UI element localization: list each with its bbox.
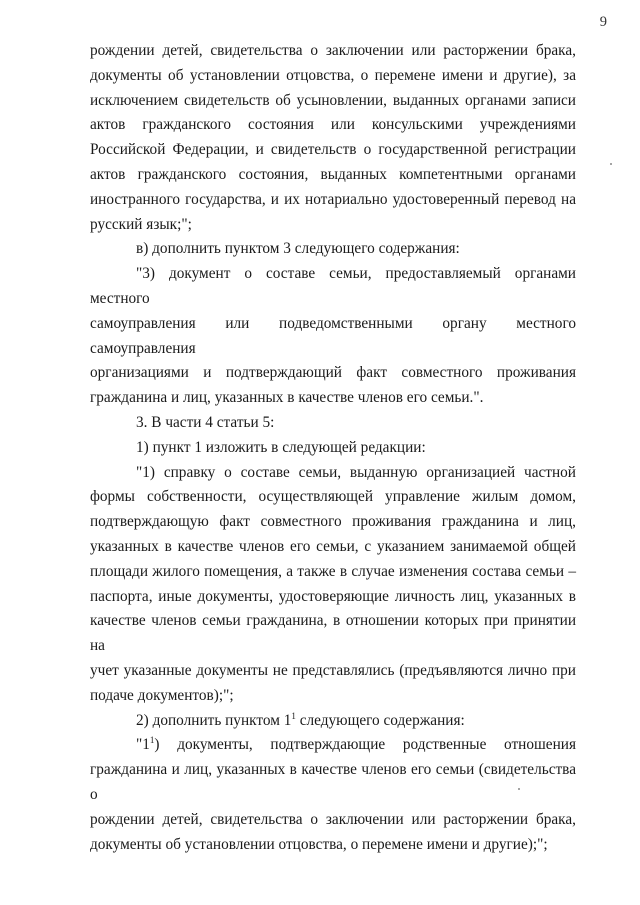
text-line: подаче документов);"; bbox=[90, 686, 234, 704]
text-line: 3. В части 4 статьи 5: bbox=[136, 413, 275, 431]
text-line: учет указанные документы не представлялись (предъявляются лично при bbox=[90, 661, 576, 679]
paragraph-continuation bbox=[90, 39, 576, 237]
text-line: рождении детей, свидетельства о заключении или расторжении брака, bbox=[90, 42, 576, 59]
text-line: документы об установлении отцовства, о перемене имени и другие);"; bbox=[90, 835, 548, 853]
paragraph-quote-3 bbox=[90, 262, 576, 411]
text-line: площади жилого помещения, а также в случае изменения состава семьи – bbox=[90, 562, 576, 580]
text-line: актов гражданского состояния, выданных компетентными органами bbox=[90, 165, 576, 183]
scan-speck bbox=[610, 163, 612, 165]
text-fragment: 2) дополнить пунктом 1 bbox=[136, 711, 292, 729]
text-line: качестве членов семьи гражданина, в отношении которых при принятии на bbox=[90, 612, 576, 655]
text-fragment: ) документы, подтверждающие родственные отношения bbox=[154, 736, 576, 754]
paragraph-item-2 bbox=[90, 709, 576, 734]
text-fragment: следующего содержания: bbox=[295, 711, 465, 729]
text-line: указанных в качестве членов его семьи, с указанием занимаемой общей bbox=[90, 537, 576, 555]
paragraph-item-1 bbox=[90, 436, 576, 461]
text-line: гражданина и лиц, указанных в качестве членов его семьи.". bbox=[90, 389, 484, 407]
document-body bbox=[90, 39, 576, 857]
text-line: 1) пункт 1 изложить в следующей редакции: bbox=[136, 438, 426, 456]
text-line: документы об установлении отцовства, о перемене имени и другие), за bbox=[90, 66, 576, 84]
paragraph-quote-1 bbox=[90, 461, 576, 709]
text-line: русский язык;"; bbox=[90, 215, 192, 233]
superscript: 1 bbox=[291, 710, 296, 721]
text-line: паспорта, иные документы, удостоверяющие личность лиц, указанных в bbox=[90, 587, 576, 605]
text-line: подтверждающую факт совместного проживания гражданина и лиц, bbox=[90, 513, 576, 531]
text-fragment: "1 bbox=[136, 736, 150, 754]
paragraph-item-v bbox=[90, 237, 576, 262]
page-number: 9 bbox=[599, 14, 607, 30]
text-line: Российской Федерации, и свидетельств о государственной регистрации bbox=[90, 141, 576, 159]
scan-speck bbox=[518, 788, 520, 790]
text-line bbox=[90, 709, 576, 734]
text-line: "1) справку о составе семьи, выданную организацией частной bbox=[136, 463, 576, 481]
paragraph-quote-1-1 bbox=[90, 733, 576, 857]
text-line: самоуправления или подведомственными органу местного самоуправления bbox=[90, 314, 576, 357]
text-line: формы собственности, осуществляющей управление жилым домом, bbox=[90, 488, 576, 506]
superscript: 1 bbox=[149, 735, 155, 746]
text-line: в) дополнить пунктом 3 следующего содержания: bbox=[136, 240, 460, 258]
text-line bbox=[90, 733, 576, 758]
text-line: организациями и подтверждающий факт совместного проживания bbox=[90, 364, 576, 382]
text-line: исключением свидетельств об усыновлении, выданных органами записи bbox=[90, 91, 576, 109]
paragraph-section-3 bbox=[90, 411, 576, 436]
text-line: гражданина и лиц, указанных в качестве членов его семьи (свидетельства о bbox=[90, 761, 576, 803]
text-line: иностранного государства, и их нотариально удостоверенный перевод на bbox=[90, 190, 576, 208]
text-line: "3) документ о составе семьи, предоставляемый органами местного bbox=[90, 265, 576, 307]
text-line: актов гражданского состояния или консульскими учреждениями bbox=[90, 116, 576, 134]
text-line: рождении детей, свидетельства о заключении или расторжении брака, bbox=[90, 810, 576, 828]
